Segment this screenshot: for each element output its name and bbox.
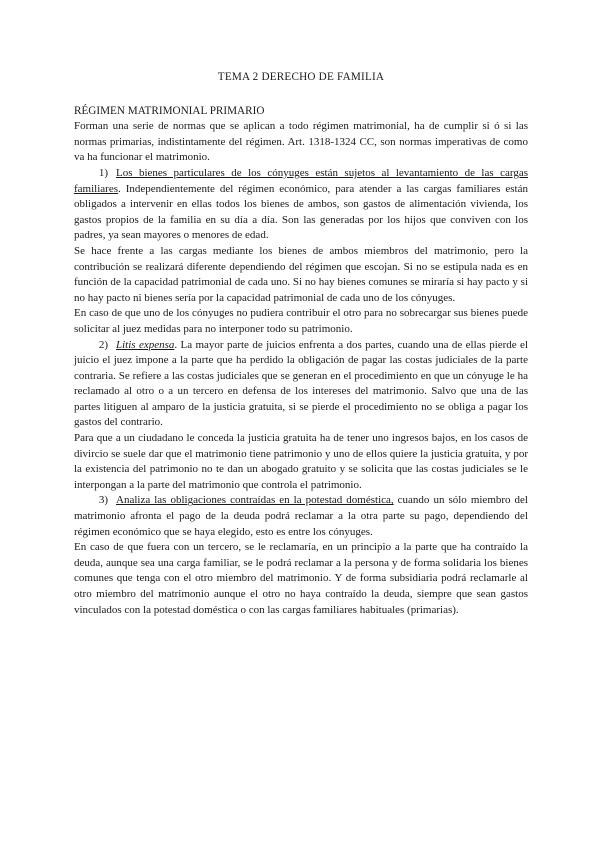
underlined-phrase: Los bienes particulares de los cónyuges están sujetos al levantamiento de las cargas familiares — [74, 166, 528, 195]
list-item-text: . Independientemente del régimen económico, para atender a las cargas familiares están obligados a intervenir en ellas todos los bienes de ambos, son gastos de alimentación vivienda, los gastos propios de la familia en su día a día. Son las generadas por los hijos que conviven con los padres, ya sean mayores o menores de edad. — [74, 182, 528, 242]
underlined-phrase: Analiza las obligaciones contraídas en la potestad doméstica, — [116, 494, 394, 507]
list-item-text: . La mayor parte de juicios enfrenta a dos partes, cuando una de ellas pierde el juicio el juez impone a la parte que ha perdido la obligación de pagar las costas judiciales de la parte contraria. Se refiere a las costas judiciales que se generan en el procedimiento en que un cónyuge le ha reclamado al otro o a un tercero en defensa de los intereses del matrimonio. Salvo que una de las partes litiguen al amparo de la justicia gratuita, si se pierde el procedimiento no se obliga a pagar los gastos del contrario. — [74, 338, 528, 429]
paragraph: En caso de que uno de los cónyuges no pudiera contribuir el otro para no sobrecargar sus bienes puede solicitar al juez medidas para no interponer todo su patrimonio. — [74, 307, 528, 335]
document-title: TEMA 2 DERECHO DE FAMILIA — [217, 71, 385, 83]
list-item-2 — [74, 338, 528, 432]
list-number: 2) — [98, 338, 108, 351]
paragraph: Para que a un ciudadano le conceda la justicia gratuita ha de tener uno ingresos bajos, en los casos de divircio se suele dar que el matrimonio tiene patrimonio y uno de ellos quiere la justicia gratuita, y por la existencia del patrimonio no te dan un abogado gratuito y se solicita que las costas judiciales se le interpongan a la parte del matrimonio que controla el patrimonio. — [74, 432, 528, 491]
list-item-3 — [74, 493, 528, 540]
italic-term: Litis expensa — [116, 338, 175, 351]
paragraph: Se hace frente a las cargas mediante los bienes de ambos miembros del matrimonio, pero la contribución se realizará diferente dependiendo del régimen que escojan. Si no se estipula nada es en función de la capacidad patrimonial de cada uno. Si no hay bienes comunes se miraría si hay pacto y si no hay pacto ni bienes sería por la capacidad patrimonial de cada uno de los cónyuges. — [74, 244, 528, 304]
list-item-1 — [74, 166, 528, 244]
list-number: 1) — [98, 166, 108, 179]
document-page — [74, 70, 528, 618]
list-item-text: cuando un sólo miembro del matrimonio afronta el pago de la deuda podrá reclamar a la otra parte su pago, dependiendo del régimen económico que se haya elegido, esto es entre los cónyuges. — [74, 494, 528, 538]
section-heading: RÉGIMEN MATRIMONIAL PRIMARIO — [74, 104, 265, 117]
paragraph: En caso de que fuera con un tercero, se le reclamaría, en un principio a la parte que ha contraído la deuda, aunque sea una carga familiar, se le podrá reclamar a la persona y de forma solidaria los bienes comunes que tenga con el otro miembro del matrimonio. Y de forma subsidiaria podrá reclamarle al otro miembro del matrimonio aunque el otro no haya contraído la deuda, siempre que sean gastos vinculados con la potestad doméstica o con las cargas familiares habituales (primarias). — [74, 541, 528, 616]
intro-paragraph: Forman una serie de normas que se aplican a todo régimen matrimonial, ha de cumplir si ó si las normas primarias, indistintamente del régimen. Art. 1318-1324 CC, son normas imperativas de como va ha funcionar el matrimonio. — [74, 120, 528, 164]
list-number: 3) — [98, 494, 108, 507]
